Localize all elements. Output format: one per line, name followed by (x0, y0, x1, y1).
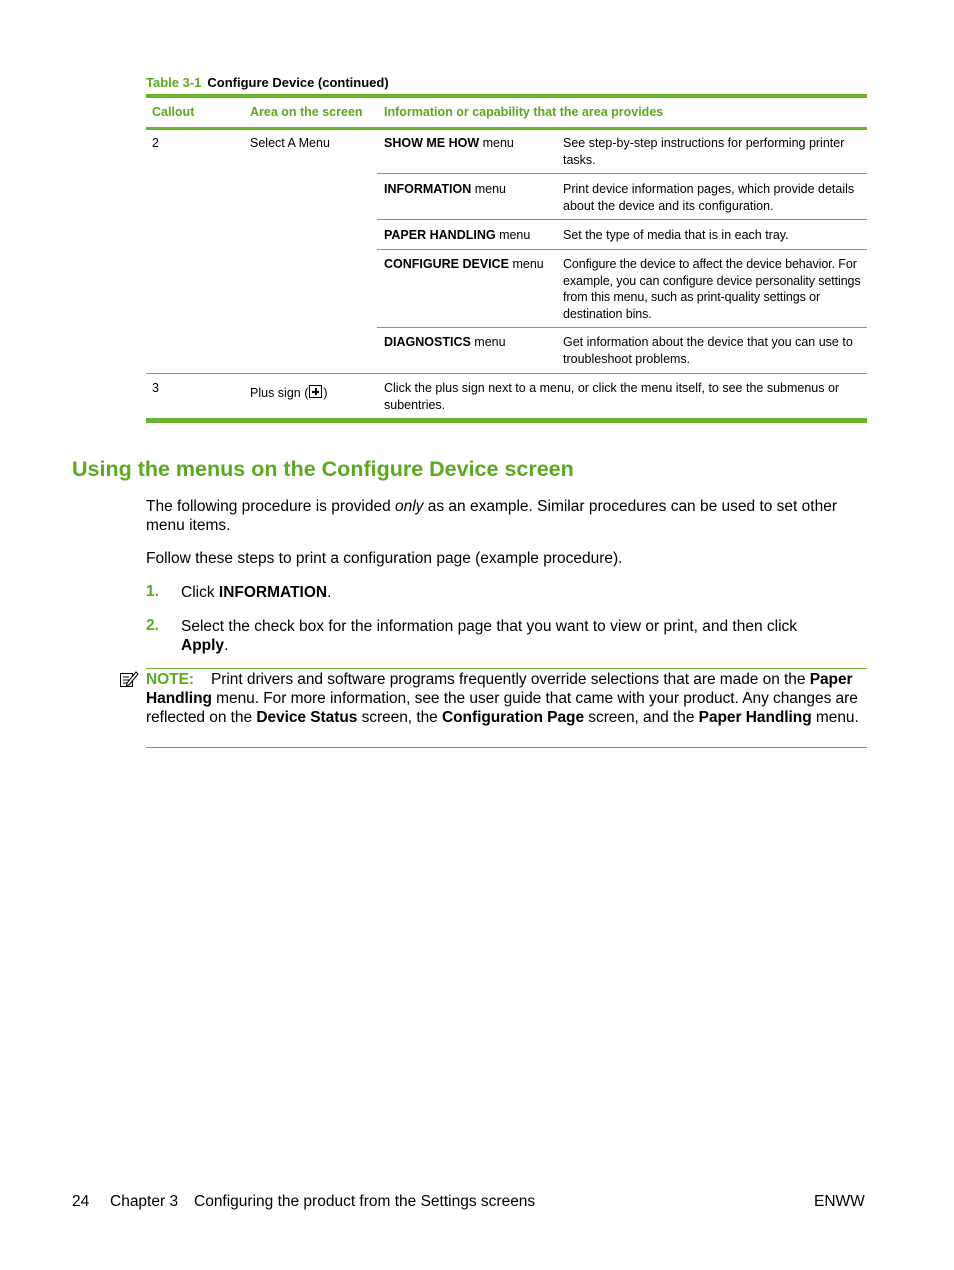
note-text: NOTE: Print drivers and software programs frequently override selections that are made on the Paper Handling menu. For more information, see the user guide that came with your product. Any changes are reflected on the Device Status screen, the Configuration Page screen, and the Paper Handling menu. (146, 671, 859, 726)
information-link: INFORMATION (218, 584, 328, 601)
menu-diagnostics-desc: Get information about the device that you can use to troubleshoot problems. (563, 335, 853, 366)
row-divider (146, 373, 867, 374)
step-1-number: 1. (146, 583, 159, 600)
subrow-divider (377, 327, 867, 328)
row2-callout: 2 (152, 136, 159, 150)
step-2-text: Select the check box for the information page that you want to view or print, and then click Apply. (181, 618, 798, 654)
header-area: Area on the screen (250, 105, 363, 119)
menu-show-me-how-desc: See step-by-step instructions for performing printer tasks. (563, 136, 845, 167)
note-pencil-icon (119, 670, 139, 693)
row3-desc: Click the plus sign next to a menu, or click the menu itself, to see the submenus or subentries. (384, 381, 840, 412)
subrow-divider (377, 249, 867, 250)
menu-configure-device: CONFIGURE DEVICE menu (384, 257, 544, 271)
procedure-intro: Follow these steps to print a configuration page (example procedure). (146, 550, 623, 567)
menu-paper-handling: PAPER HANDLING menu (384, 228, 531, 242)
table-caption-title: Configure Device (continued) (207, 75, 389, 90)
subrow-divider (377, 173, 867, 174)
table-top-rule (146, 94, 867, 98)
intro-paragraph: The following procedure is provided only as an example. Similar procedures can be used to set other menu items. (146, 498, 837, 534)
table-caption-label: Table 3-1 (146, 75, 202, 90)
note-bottom-rule (146, 747, 867, 748)
menu-configure-device-desc: Configure the device to affect the device behavior. For example, you can configure device personality settings from this menu, such as print-quality settings or destination bins. (563, 257, 861, 321)
row2-area: Select A Menu (250, 136, 330, 150)
footer-chapter-title: Configuring the product from the Settings screens (194, 1193, 536, 1210)
note-top-rule (146, 668, 867, 669)
footer-page-number: 24 (72, 1193, 90, 1210)
step-2-number: 2. (146, 617, 159, 634)
menu-information: INFORMATION menu (384, 182, 507, 196)
menu-show-me-how: SHOW ME HOW menu (384, 136, 514, 150)
menu-diagnostics: DIAGNOSTICS menu (384, 335, 506, 349)
header-info: Information or capability that the area provides (384, 105, 664, 119)
step-1-text: Click INFORMATION. (181, 584, 332, 601)
section-heading: Using the menus on the Configure Device screen (72, 457, 574, 481)
footer-enww: ENWW (814, 1193, 865, 1210)
table-header-rule (146, 127, 867, 130)
plus-box-icon (309, 385, 322, 398)
menu-paper-handling-desc: Set the type of media that is in each tray. (563, 228, 789, 242)
apply-link: Apply (181, 637, 225, 654)
footer-chapter: Chapter 3 (110, 1193, 179, 1210)
header-callout: Callout (152, 105, 195, 119)
note-label: NOTE: (146, 671, 194, 688)
row3-area: Plus sign ( ) (250, 386, 328, 400)
table-caption (146, 75, 389, 90)
table-bottom-rule (146, 418, 867, 423)
menu-information-desc: Print device information pages, which provide details about the device and its configuration. (563, 182, 855, 213)
subrow-divider (377, 219, 867, 220)
row3-callout: 3 (152, 381, 159, 395)
